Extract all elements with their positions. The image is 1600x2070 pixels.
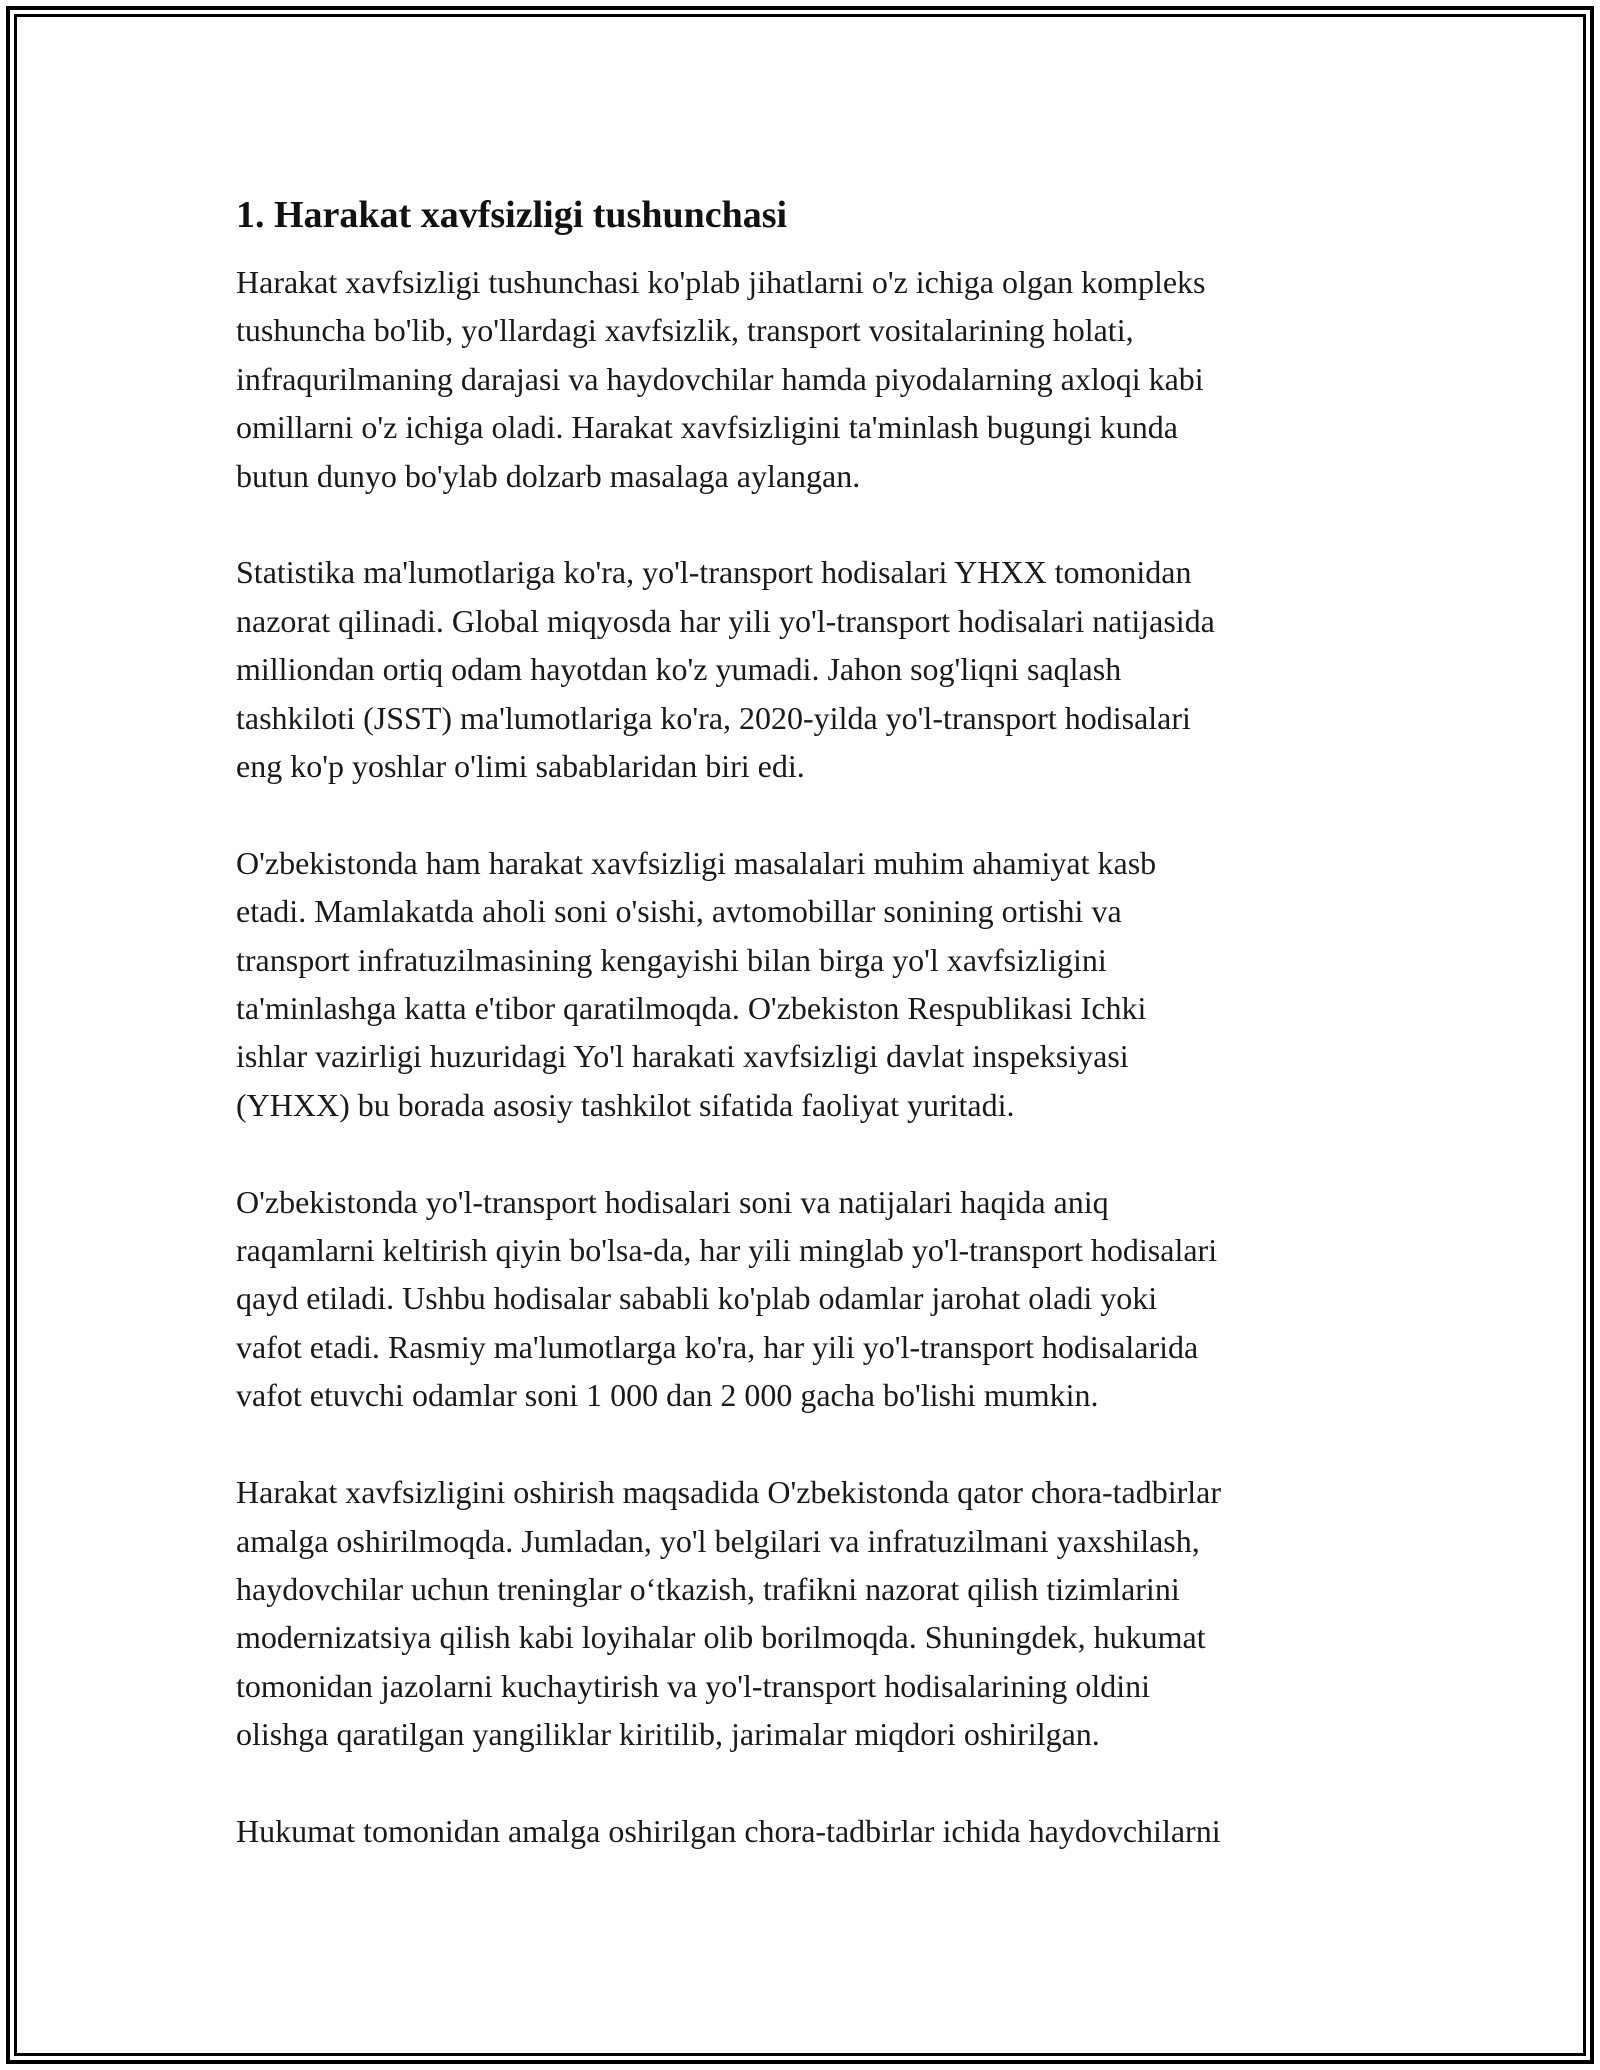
paragraph-3: O'zbekistonda ham harakat xavfsizligi masalalari muhim ahamiyat kasb etadi. Mamlakatda aholi soni o'sishi, avtomobillar sonining ortishi va transport infratuzilmasining kengayishi bilan birga yo'l xavfsizligini ta'minlashga katta e'tibor qaratilmoqda. O'zbekiston Respublikasi Ichki ishlar vazirligi huzuridagi Yo'l harakati xavfsizligi davlat inspeksiyasi (YHXX) bu borada asosiy tashkilot sifatida faoliyat yuritadi. (236, 844, 1157, 1123)
paragraph-4: O'zbekistonda yo'l-transport hodisalari soni va natijalari haqida aniq raqamlarni keltirish qiyin bo'lsa-da, har yili minglab yo'l-transport hodisalari qayd etiladi. Ushbu hodisalar sababli ko'plab odamlar jarohat oladi yoki vafot etadi. Rasmiy ma'lumotlarga ko'ra, har yili yo'l-transport hodisalarida vafot etuvchi odamlar soni 1 000 dan 2 000 gacha bo'lishi mumkin. (236, 1183, 1218, 1414)
paragraph-5: Harakat xavfsizligini oshirish maqsadida O'zbekistonda qator chora-tadbirlar amalga oshirilmoqda. Jumladan, yo'l belgilari va infratuzilmani yaxshilash, haydovchilar uchun treninglar o‘tkazish, trafikni nazorat qilish tizimlarini modernizatsiya qilish kabi loyihalar olib borilmoqda. Shuningdek, hukumat tomonidan jazolarni kuchaytirish va yo'l-transport hodisalarining oldini olishga qaratilgan yangiliklar kiritilib, jarimalar miqdori oshirilgan. (236, 1474, 1221, 1753)
section-heading: 1. Harakat xavfsizligi tushunchasi (236, 194, 788, 236)
paragraph-1: Harakat xavfsizligi tushunchasi ko'plab jihatlarni o'z ichiga olgan kompleks tushuncha bo'lib, yo'llardagi xavfsizlik, transport vositalarining holati, infraqurilmaning darajasi va haydovchilar hamda piyodalarning axloqi kabi omillarni o'z ichiga oladi. Harakat xavfsizligini ta'minlash bugungi kunda butun dunyo bo'ylab dolzarb masalaga aylangan. (236, 264, 1206, 494)
paragraph-6: Hukumat tomonidan amalga oshirilgan chora-tadbirlar ichida haydovchilarni (236, 1812, 1221, 1849)
document-body (236, 186, 1366, 1904)
paragraph-2: Statistika ma'lumotlariga ko'ra, yo'l-transport hodisalari YHXX tomonidan nazorat qilinadi. Global miqyosda har yili yo'l-transport hodisalari natijasida milliondan ortiq odam hayotdan ko'z yumadi. Jahon sog'liqni saqlash tashkiloti (JSST) ma'lumotlariga ko'ra, 2020-yilda yo'l-transport hodisalari eng ko'p yoshlar o'limi sabablaridan biri edi. (236, 554, 1215, 785)
